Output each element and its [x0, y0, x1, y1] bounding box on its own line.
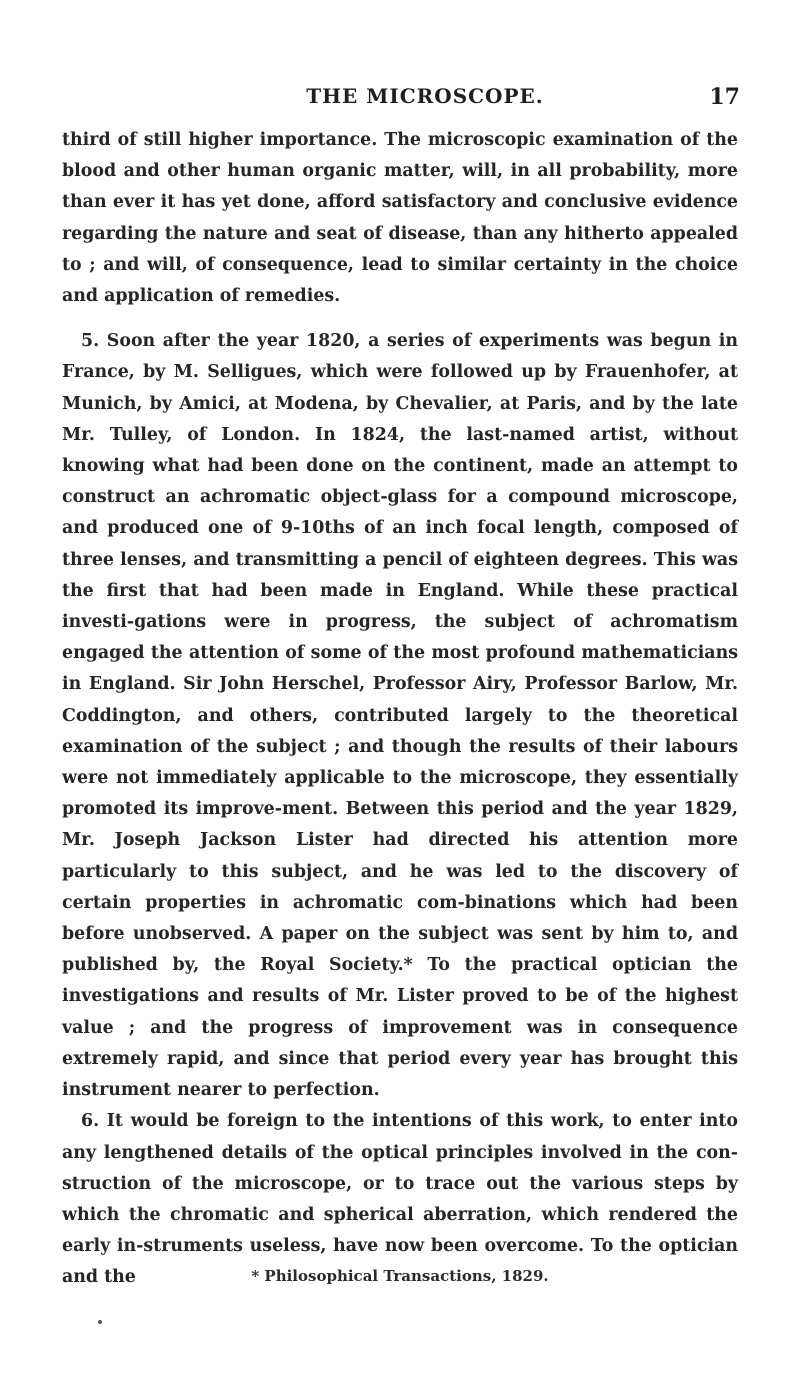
paragraph-6: 6. It would be foreign to the intentions of this work, to enter into any lengthened details of the optical principles involved in the con-struction of the microscope, or to trace out the various steps by which the chromatic and spherical aberration, which rendered the early in-struments useless, have now been overcome. To the optician and the [62, 1111, 738, 1288]
paragraph-5: 5. Soon after the year 1820, a series of experiments was begun in France, by M. Selligues, which were followed up by Frauenhofer, at Munich, by Amici, at Modena, by Chevalier, at Paris, and by the late Mr. Tulley, of London. In 1824, the last-named artist, without knowing what had been done on the continent, made an attempt to construct an achromatic object-glass for a compound microscope, and produced one of 9-10ths of an inch focal length, composed of three lenses, and transmitting a pencil of eighteen degrees. This was the first that had been made in England. While these practical investi-gations were in progress, the subject of achromatism engaged the attention of some of the most profound mathematicians in England. Sir John Herschel, Professor Airy, Professor Barlow, Mr. Coddington, and others, contributed largely to the theoretical examination of the subject ; and though the results of their labours were not immediately applicable to the microscope, they essentially promoted its improve-ment. Between this period and the year 1829, Mr. Joseph Jackson Lister had directed his attention more particularly to this subject, and he was led to the discovery of certain properties in achromatic com-binations which had been before unobserved. A paper on the subject was sent by him to, and published by, the Royal Society.* To the practical optician the investigations and results of Mr. Lister proved to be of the highest value ; and the progress of improvement was in consequence extremely rapid, and since that period every year has brought this instrument nearer to perfection. [62, 331, 738, 1101]
body-text [62, 125, 738, 1294]
footnote: * Philosophical Transactions, 1829. [251, 1267, 549, 1285]
page-header [110, 84, 740, 114]
running-title: THE MICROSCOPE. [306, 84, 544, 108]
paragraph-continuation: third of still higher importance. The microscopic examination of the blood and other human organic matter, will, in all probability, more than ever it has yet done, afford satisfactory and conclusive evidence regarding the nature and seat of disease, than any hitherto appealed to ; and will, of consequence, lead to similar certainty in the choice and application of remedies. [62, 130, 738, 307]
paper-speck [98, 1320, 102, 1324]
page-number: 17 [709, 84, 740, 110]
